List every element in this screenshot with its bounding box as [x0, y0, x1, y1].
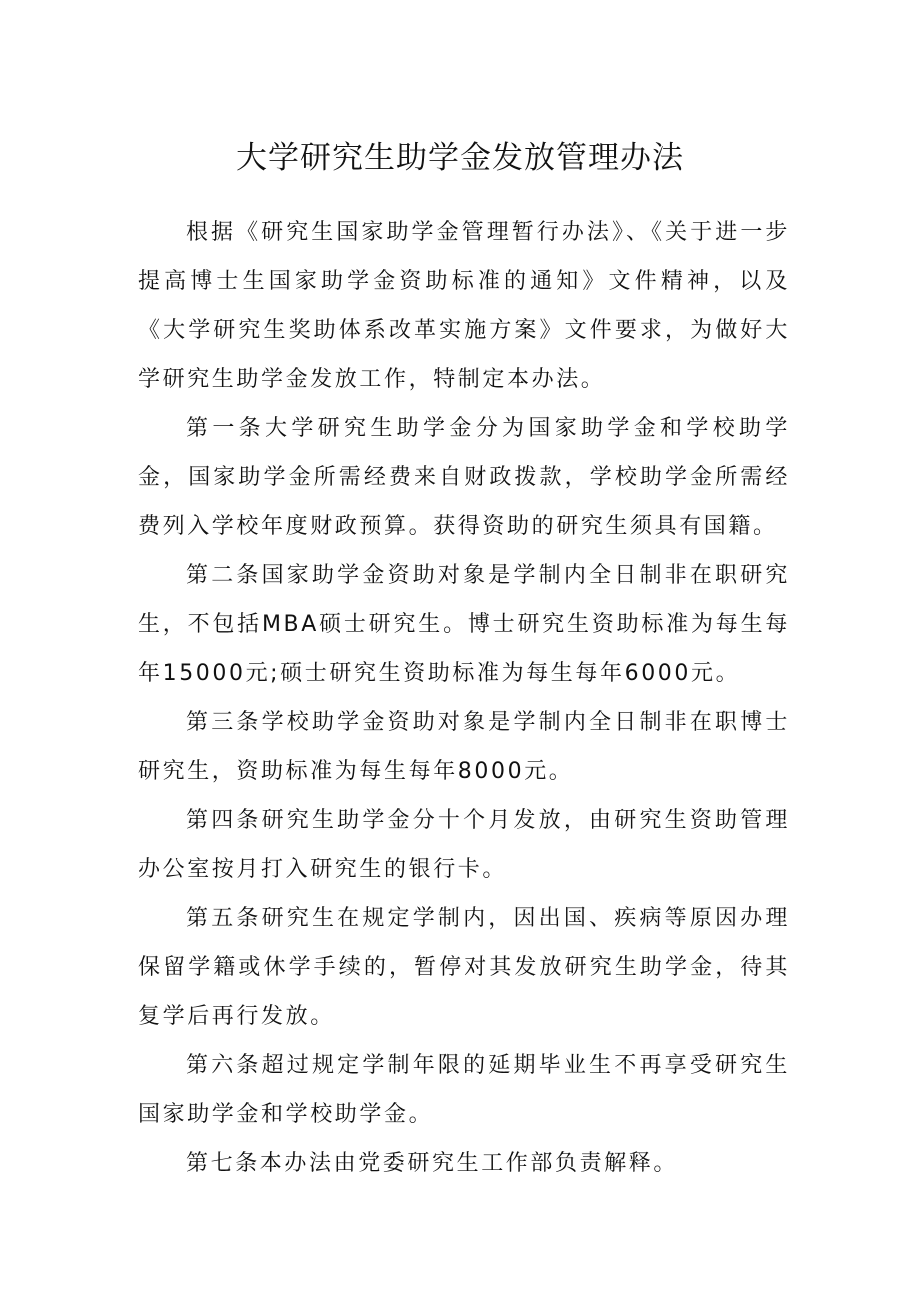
paragraph-article-2: 第二条国家助学金资助对象是学制内全日制非在职研究生，不包括MBA硕士研究生。博士研究生资助标准为每生每年15000元;硕士研究生资助标准为每生每年6000元。 [138, 563, 790, 686]
document-body [138, 208, 790, 1188]
paragraph-article-4: 第四条研究生助学金分十个月发放，由研究生资助管理办公室按月打入研究生的银行卡。 [138, 808, 790, 882]
paragraph-article-7: 第七条本办法由党委研究生工作部负责解释。 [186, 1151, 679, 1176]
paragraph-article-5: 第五条研究生在规定学制内，因出国、疾病等原因办理保留学籍或休学手续的，暂停对其发放研究生助学金，待其复学后再行发放。 [138, 906, 790, 1029]
document-title: 大学研究生助学金发放管理办法 [236, 140, 684, 176]
paragraph-article-6: 第六条超过规定学制年限的延期毕业生不再享受研究生国家助学金和学校助学金。 [138, 1053, 790, 1127]
paragraph-preamble: 根据《研究生国家助学金管理暂行办法》、《关于进一步提高博士生国家助学金资助标准的通知》文件精神，以及《大学研究生奖助体系改革实施方案》文件要求，为做好大学研究生助学金发放工作，特制定本办法。 [138, 220, 790, 392]
paragraph-article-3: 第三条学校助学金资助对象是学制内全日制非在职博士研究生，资助标准为每生每年8000元。 [138, 710, 790, 784]
paragraph-article-1: 第一条大学研究生助学金分为国家助学金和学校助学金，国家助学金所需经费来自财政拨款，学校助学金所需经费列入学校年度财政预算。获得资助的研究生须具有国籍。 [138, 416, 790, 539]
